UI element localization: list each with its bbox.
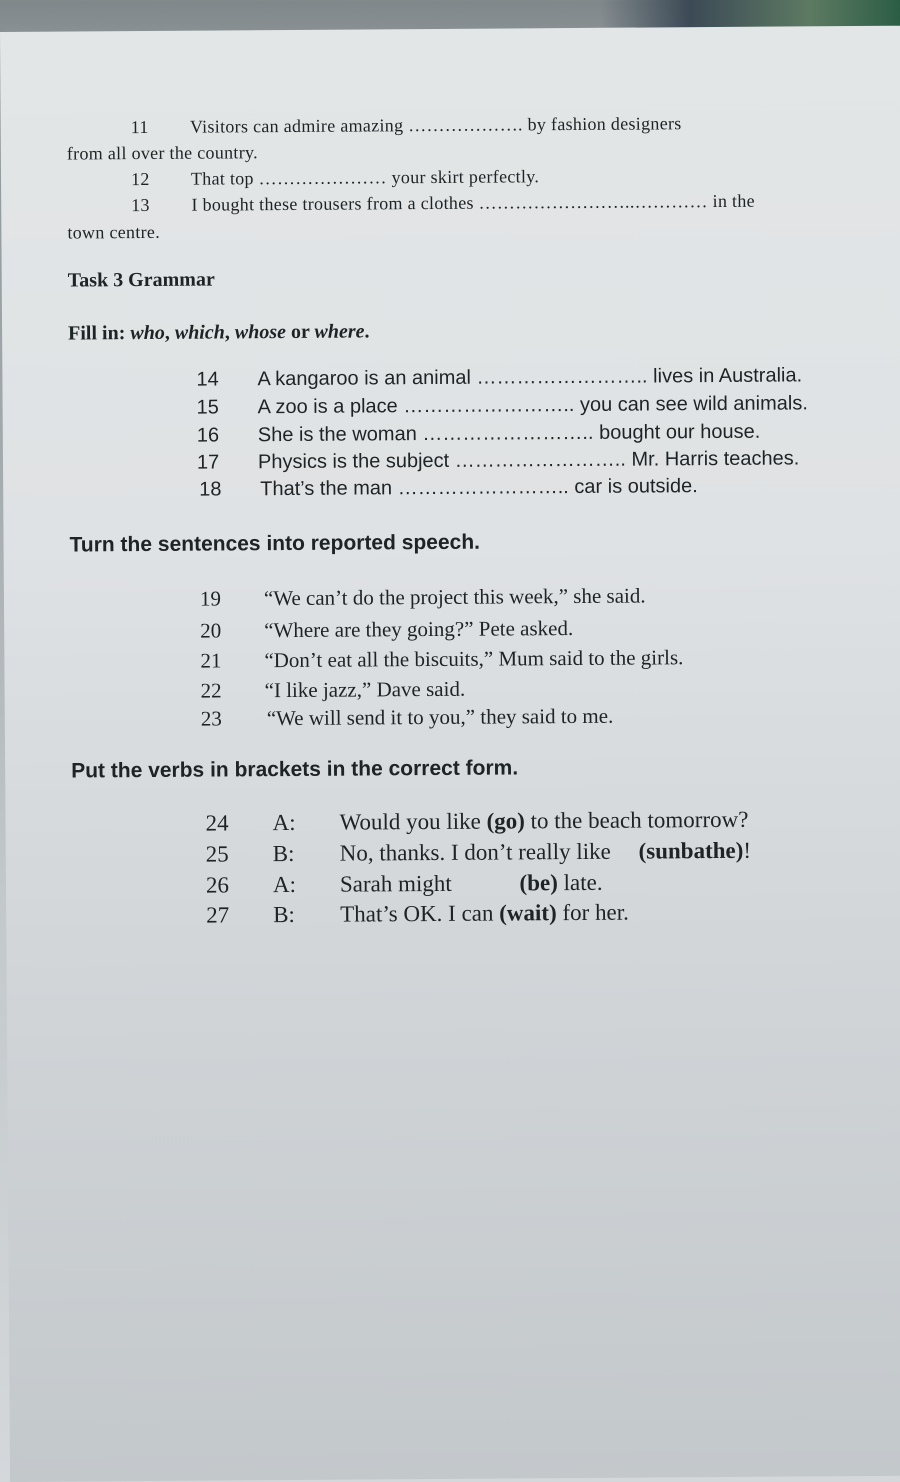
- verb-prompt: (sunbathe): [638, 837, 744, 864]
- item-text: A zoo is a place: [257, 395, 398, 419]
- item-number: 16: [196, 424, 220, 447]
- item-text: lives in Australia.: [653, 364, 803, 388]
- answer-blank[interactable]: ……………………..: [422, 421, 594, 446]
- item-text: “We will send it to you,” they said to me.: [266, 703, 614, 731]
- item-text: A kangaroo is an animal: [257, 366, 471, 391]
- item-number: 20: [200, 618, 222, 643]
- verb-prompt: (go): [486, 808, 525, 834]
- reported-speech-instruction: Turn the sentences into reported speech.: [69, 530, 481, 557]
- answer-blank[interactable]: ……………………..: [476, 365, 648, 389]
- item-number: 12: [130, 168, 150, 190]
- item-number: 17: [196, 451, 220, 474]
- item-text: Mr. Harris teaches.: [631, 447, 800, 471]
- item-number: 27: [206, 902, 230, 928]
- item-text: “Where are they going?” Pete asked.: [264, 616, 574, 643]
- speaker-label: B:: [273, 901, 295, 928]
- item-number: 19: [199, 586, 222, 611]
- speaker-label: A:: [272, 809, 296, 836]
- item-11: [131, 113, 682, 138]
- item-13: [131, 191, 755, 216]
- verb-prompt: (wait): [499, 900, 557, 926]
- item-number: 25: [205, 841, 229, 867]
- verb-forms-list: 24 A: Would you like (go) to the beach tomorrow? 25 B: No, thanks. I don’t really like (sunbathe)! 26 A: Sarah might (be) late. 27 B: That’s OK. I can (wait) for her.: [205, 806, 752, 928]
- item-11-continuation: from all over the country.: [66, 142, 258, 164]
- worksheet-page: [0, 26, 900, 1482]
- item-text: That’s the man: [260, 477, 393, 501]
- item-number: 13: [131, 194, 150, 216]
- item-number: 21: [200, 648, 222, 673]
- answer-blank[interactable]: …………………: [258, 167, 387, 189]
- item-text: Visitors can admire amazing: [189, 115, 404, 137]
- speaker-label: A:: [272, 871, 297, 898]
- item-text: you can see wild animals.: [579, 392, 808, 416]
- item-text: “Don’t eat all the biscuits,” Mum said to the girls.: [264, 645, 684, 673]
- item-number: 18: [199, 478, 222, 501]
- answer-blank[interactable]: ……………………..: [403, 393, 575, 418]
- verb-prompt: (be): [519, 870, 558, 896]
- item-text: She is the woman: [257, 423, 417, 447]
- fill-in-instruction: Fill in: who, which, whose or where.: [68, 320, 370, 345]
- item-text: by fashion designers: [527, 113, 682, 135]
- item-number: 15: [196, 396, 219, 419]
- item-number: 14: [196, 368, 219, 391]
- item-text: bought our house.: [598, 420, 761, 444]
- task-title: Task 3 Grammar: [67, 268, 215, 292]
- item-12: [131, 166, 539, 190]
- item-text: in the: [712, 190, 755, 212]
- item-text: Physics is the subject: [257, 449, 450, 474]
- item-number: 24: [205, 810, 229, 836]
- item-text: “We can’t do the project this week,” she said.: [263, 583, 646, 611]
- item-text: your skirt perfectly.: [391, 166, 540, 188]
- item-text: That top: [190, 168, 254, 189]
- item-number: 23: [200, 706, 222, 731]
- item-text: car is outside.: [574, 475, 698, 499]
- verb-forms-instruction: Put the verbs in brackets in the correct form.: [71, 756, 519, 783]
- speaker-label: B:: [272, 840, 295, 867]
- item-number: 22: [200, 678, 222, 703]
- answer-blank[interactable]: ……………………..…………: [478, 191, 708, 213]
- answer-blank[interactable]: ……………………..: [454, 448, 626, 472]
- item-text: I bought these trousers from a clothes: [191, 192, 474, 215]
- item-number: 26: [205, 872, 230, 898]
- item-text: “I like jazz,” Dave said.: [264, 676, 466, 703]
- answer-blank[interactable]: ……………….: [408, 114, 523, 136]
- item-13-continuation: town centre.: [67, 221, 161, 243]
- answer-blank[interactable]: ……………………..: [397, 476, 569, 500]
- item-number: 11: [130, 116, 149, 138]
